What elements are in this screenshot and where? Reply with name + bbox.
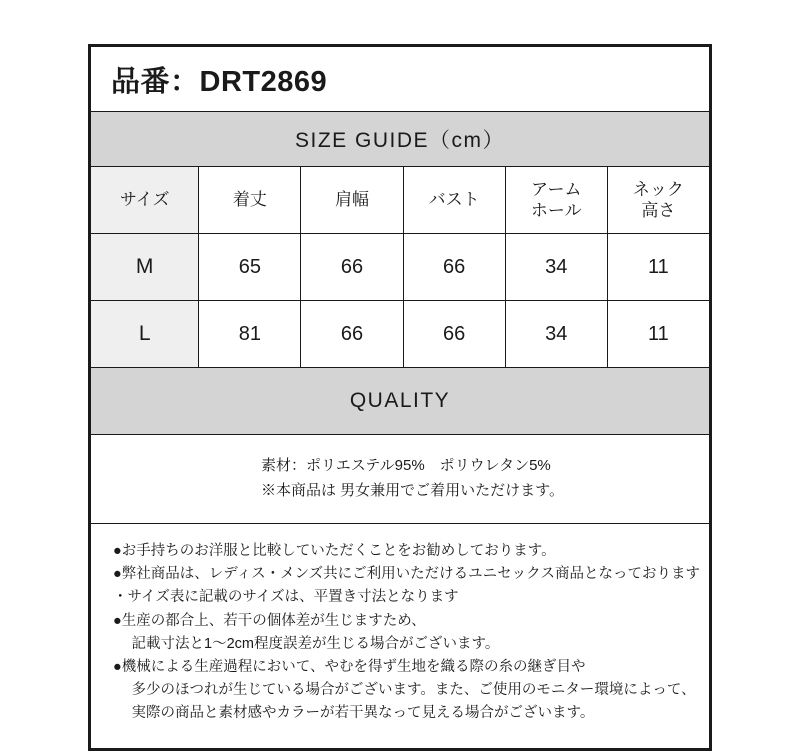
unisex-note: ※本商品は 男女兼用でご着用いただけます。 — [261, 482, 564, 499]
cell-l-bust: 66 — [403, 301, 505, 368]
note-line: 記載寸法と1〜2cm程度誤差が生じる場合がございます。 — [113, 635, 500, 652]
cell-m-neck: 11 — [607, 234, 709, 301]
note-line: 多少のほつれが生じている場合がございます。また、ご使用のモニター環境によって、 — [113, 682, 696, 699]
cell-l-length: 81 — [199, 301, 301, 368]
quality-title: QUALITY — [91, 368, 710, 435]
header-neck — [607, 167, 709, 234]
size-guide-title: SIZE GUIDE（cm） — [91, 112, 710, 167]
table-row — [91, 234, 710, 301]
note-line: ●機械による生産過程において、やむを得ず生地を織る際の糸の継ぎ目や — [113, 658, 586, 675]
notes-row — [91, 524, 710, 749]
row-size-m: M — [91, 234, 199, 301]
header-bust: バスト — [403, 167, 505, 234]
cell-l-neck: 11 — [607, 301, 709, 368]
note-line: ●お手持ちのお洋服と比較していただくことをお勧めしております。 — [113, 543, 556, 559]
quality-header-row — [91, 368, 710, 435]
header-shoulder: 肩幅 — [301, 167, 403, 234]
header-length: 着丈 — [199, 167, 301, 234]
column-header-row — [91, 167, 710, 234]
header-neck-line2: 高さ — [641, 201, 676, 220]
note-line: 実際の商品と素材感やカラーが若干異なって見える場合がございます。 — [113, 705, 595, 722]
size-guide-table — [90, 46, 710, 749]
cell-m-shoulder: 66 — [301, 234, 403, 301]
size-guide-header-row — [91, 112, 710, 167]
material-composition: 素材：ポリエステル95% ポリウレタン5% — [261, 457, 551, 475]
header-armhole-line2: ホール — [530, 201, 582, 220]
note-line: ・サイズ表に記載のサイズは、平置き寸法となります — [113, 589, 459, 606]
product-number: 品番：DRT2869 — [91, 47, 710, 112]
header-armhole — [505, 167, 607, 234]
cell-l-shoulder: 66 — [301, 301, 403, 368]
spec-table-container — [88, 44, 712, 751]
cell-m-length: 65 — [199, 234, 301, 301]
header-size: サイズ — [91, 167, 199, 234]
cell-m-bust: 66 — [403, 234, 505, 301]
table-row — [91, 301, 710, 368]
header-armhole-line1: アーム — [531, 179, 582, 199]
title-row — [91, 47, 710, 112]
note-line: ●弊社商品は、レディス・メンズ共にご利用いただけるユニセックス商品となっております — [113, 566, 701, 583]
notes-block — [91, 524, 710, 749]
row-size-l: L — [91, 301, 199, 368]
cell-l-armhole: 34 — [505, 301, 607, 368]
note-line: ●生産の都合上、若干の個体差が生じますため、 — [113, 612, 426, 629]
material-info — [91, 435, 710, 524]
material-row — [91, 435, 710, 524]
header-neck-line1: ネック — [632, 179, 684, 199]
cell-m-armhole: 34 — [505, 234, 607, 301]
